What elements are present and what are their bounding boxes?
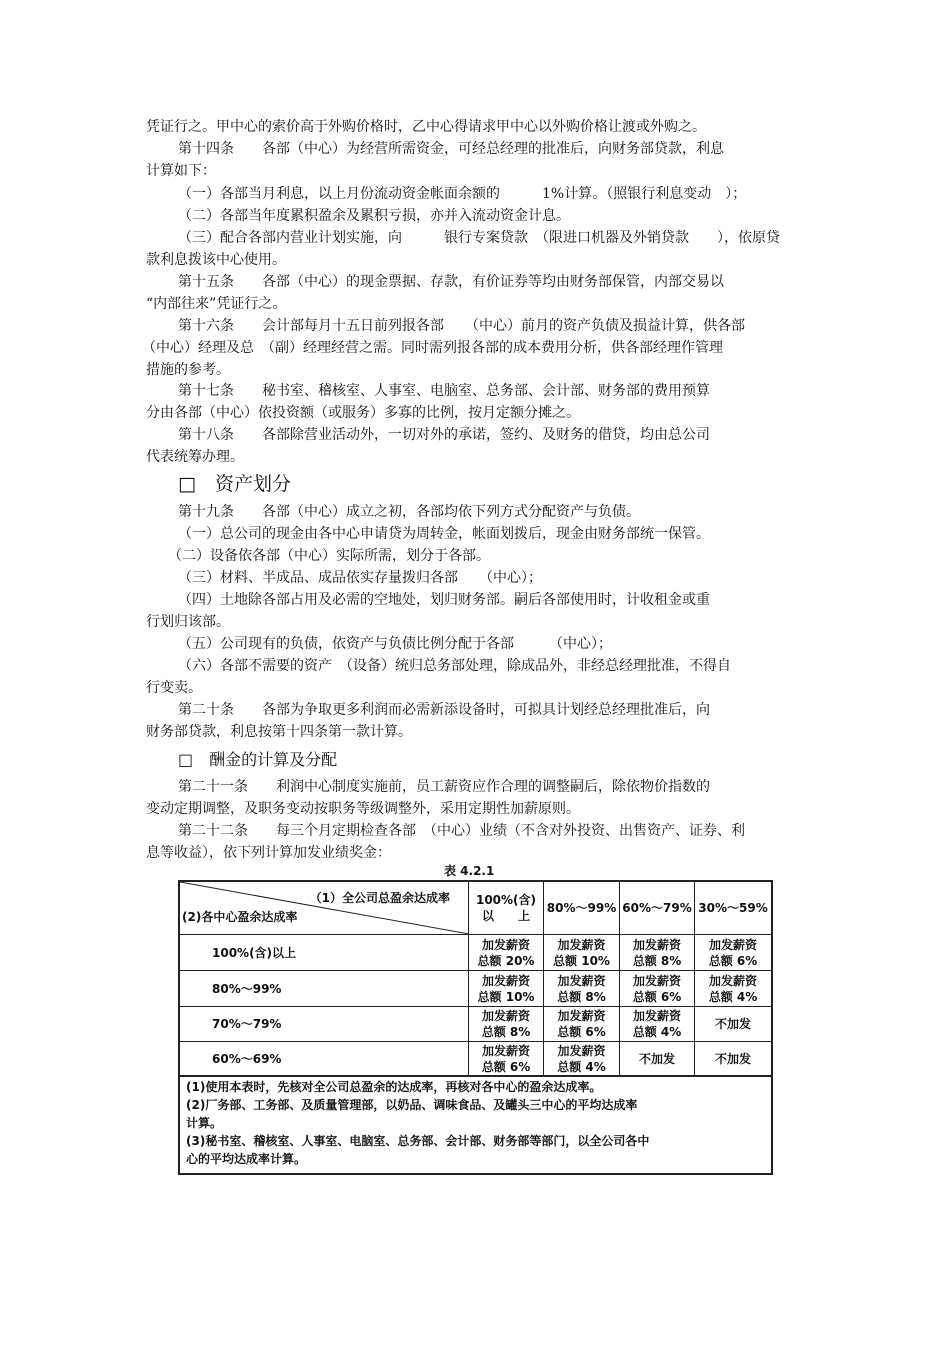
- cell-line1: 加发薪资: [557, 1043, 606, 1058]
- corner-bottom-label: (2)各中心盈余达成率: [182, 910, 298, 924]
- cell-line2: 总额 6%: [708, 953, 758, 968]
- column-header: [544, 882, 620, 935]
- cell-line1: 加发薪资: [557, 973, 606, 988]
- article-19: 第十九条 各部（中心）成立之初，各部均依下列方式分配资产与负债。: [178, 504, 640, 520]
- table-cell: [544, 935, 620, 971]
- row-label: [180, 935, 469, 971]
- article-15: 第十五条 各部（中心）的现金票据、存款，有价证券等均由财务部保管，内部交易以: [178, 274, 724, 290]
- table-cell: [620, 1007, 695, 1042]
- cell-line2: 总额 6%: [557, 1025, 606, 1039]
- column-header: [469, 882, 544, 935]
- text-line: （二）各部当年度累积盈余及累积亏损，亦并入流动资金计息。: [178, 208, 570, 224]
- cell-line1: 加发薪资: [708, 973, 757, 988]
- column-header-line2: 以 上: [481, 909, 530, 923]
- table-cell: [620, 935, 695, 971]
- table-corner-cell: [180, 882, 469, 935]
- text-line: 行划归该部。: [146, 614, 230, 630]
- cell-line1: 加发薪资: [481, 1043, 530, 1058]
- table-cell: [695, 1042, 771, 1076]
- cell-line2: 总额 4%: [632, 1025, 682, 1039]
- table-note: (2)厂务部、工务部、及质量管理部，以奶品、调味食品、及罐头三中心的平均达成率: [186, 1098, 638, 1112]
- section-heading-pay: □ 酬金的计算及分配: [178, 750, 338, 769]
- table-note: 计算。: [186, 1116, 223, 1130]
- row-label-text: 80%～99%: [212, 981, 282, 996]
- cell-line2: 总额 20%: [477, 953, 535, 968]
- text-line: （五）公司现有的负债，依资产与负债比例分配于各部 （中心）；: [178, 636, 612, 652]
- text-line: 分由各部（中心）依投资额（或服务）多寡的比例，按月定额分摊之。: [146, 405, 580, 421]
- cell-line2: 总额 10%: [553, 953, 610, 968]
- row-label: [180, 971, 469, 1007]
- cell-line1: 加发薪资: [708, 937, 757, 952]
- text-line: 行变卖。: [146, 680, 202, 696]
- cell-line2: 总额 4%: [708, 989, 758, 1004]
- table-cell: [620, 971, 695, 1007]
- row-label-text: 70%～79%: [212, 1017, 282, 1031]
- text-line: （六）各部不需要的资产 （设备）统归总务部处理，除成品外，非经总经理批准，不得自: [178, 658, 731, 674]
- table-cell: [469, 1007, 544, 1042]
- cell-line1: 不加发: [714, 1017, 751, 1031]
- table-note: (1)使用本表时，先核对全公司总盈余的达成率，再核对各中心的盈余达成率。: [186, 1080, 602, 1094]
- table-cell: [695, 971, 771, 1007]
- cell-line2: 总额 8%: [557, 989, 606, 1004]
- table-cell: [469, 935, 544, 971]
- column-header-line1: 80%～99%: [546, 901, 617, 915]
- table-cell: [469, 971, 544, 1007]
- text-line: （中心）经理及总 （副）经理经营之需。同时需列报各部的成本费用分析，供各部经理作管理: [142, 340, 723, 356]
- article-17: 第十七条 秘书室、稽核室、人事室、电脑室、总务部、会计部、财务部的费用预算: [178, 383, 710, 399]
- article-22: 第二十二条 每三个月定期检查各部 （中心）业绩（不含对外投资、出售资产、证券、利: [178, 823, 745, 839]
- article-14: 第十四条 各部（中心）为经营所需资金，可经总经理的批准后，向财务部贷款，利息: [178, 141, 724, 157]
- column-header: [620, 882, 695, 935]
- table-divider: [180, 1076, 771, 1077]
- table-cell: [544, 1007, 620, 1042]
- table-caption: 表 4.2.1: [444, 864, 495, 878]
- cell-line2: 总额 6%: [481, 1059, 531, 1074]
- column-header: [695, 882, 771, 935]
- cell-line2: 总额 8%: [632, 953, 682, 968]
- cell-line1: 加发薪资: [481, 973, 530, 988]
- row-label: [180, 1007, 469, 1042]
- text-line: （一）总公司的现金由各中心申请贷为周转金，帐面划拨后，现金由财务部统一保管。: [178, 526, 710, 542]
- text-line: （三）材料、半成品、成品依实存量拨归各部 （中心）；: [178, 570, 542, 586]
- text-line: （二）设备依各部（中心）实际所需，划分于各部。: [168, 548, 490, 564]
- article-20: 第二十条 各部为争取更多利润而必需新添设备时，可拟具计划经总经理批准后，向: [178, 702, 710, 718]
- text-line: 款利息拨该中心使用。: [146, 252, 286, 268]
- cell-line2: 总额 6%: [632, 989, 682, 1004]
- section-heading-assets: □ 资产划分: [178, 473, 291, 495]
- text-line: 代表统筹办理。: [146, 449, 244, 465]
- table-cell: [544, 1042, 620, 1076]
- column-header-line1: 60%～79%: [622, 901, 692, 915]
- text-line: 计算如下：: [146, 163, 216, 179]
- cell-line2: 总额 8%: [481, 1025, 531, 1039]
- text-line: 变动定期调整，及职务变动按职务等级调整外，采用定期性加薪原则。: [146, 801, 580, 817]
- text-line: 措施的参考。: [146, 362, 230, 378]
- cell-line1: 加发薪资: [481, 1009, 530, 1023]
- cell-line1: 不加发: [638, 1051, 675, 1066]
- text-line: （一）各部当月利息，以上月份流动资金帐面余额的 1%计算。（照银行利息变动 ）；: [178, 186, 747, 202]
- text-line: 凭证行之。甲中心的索价高于外购价格时，乙中心得请求甲中心以外购价格让渡或外购之。: [146, 119, 706, 135]
- cell-line1: 加发薪资: [632, 1009, 681, 1023]
- table-note: 心的平均达成率计算。: [186, 1152, 307, 1166]
- column-header-line1: 100%(含): [475, 893, 537, 907]
- cell-line1: 加发薪资: [557, 937, 606, 952]
- cell-line2: 总额 4%: [557, 1059, 606, 1074]
- text-line: 财务部贷款，利息按第十四条第一款计算。: [146, 724, 412, 740]
- table-note: (3)秘书室、稽核室、人事室、电脑室、总务部、会计部、财务部等部门，以全公司各中: [186, 1134, 650, 1148]
- column-header-line1: 30%～59%: [698, 901, 768, 915]
- row-label-text: 100%(含)以上: [212, 945, 297, 960]
- article-21: 第二十一条 利润中心制度实施前，员工薪资应作合理的调整嗣后，除依物价指数的: [178, 779, 710, 795]
- row-label-text: 60%～69%: [212, 1051, 282, 1066]
- cell-line1: 加发薪资: [481, 937, 530, 952]
- table-cell: [469, 1042, 544, 1076]
- article-16: 第十六条 会计部每月十五日前列报各部 （中心）前月的资产负债及损益计算，供各部: [178, 318, 745, 334]
- text-line: （三）配合各部内营业计划实施，向 银行专案贷款 （限进口机器及外销贷款 ），依原贷: [178, 230, 780, 246]
- corner-top-label: （1）全公司总盈余达成率: [309, 891, 450, 905]
- cell-line2: 总额 10%: [477, 989, 535, 1004]
- text-line: （四）土地除各部占用及必需的空地处，划归财务部。嗣后各部使用时，计收租金或重: [178, 592, 710, 608]
- cell-line1: 加发薪资: [557, 1009, 606, 1023]
- cell-line1: 不加发: [714, 1051, 751, 1066]
- row-label: [180, 1042, 469, 1076]
- bonus-table: [178, 880, 773, 1175]
- table-cell: [695, 1007, 771, 1042]
- cell-line1: 加发薪资: [632, 937, 681, 952]
- text-line: “内部往来”凭证行之。: [146, 296, 287, 312]
- table-cell: [620, 1042, 695, 1076]
- cell-line1: 加发薪资: [632, 973, 681, 988]
- text-line: 息等收益），依下列计算加发业绩奖金：: [146, 845, 391, 861]
- article-18: 第十八条 各部除营业活动外，一切对外的承诺，签约、及财务的借贷，均由总公司: [178, 427, 710, 443]
- table-notes: [186, 1078, 766, 1168]
- table-cell: [544, 971, 620, 1007]
- table-cell: [695, 935, 771, 971]
